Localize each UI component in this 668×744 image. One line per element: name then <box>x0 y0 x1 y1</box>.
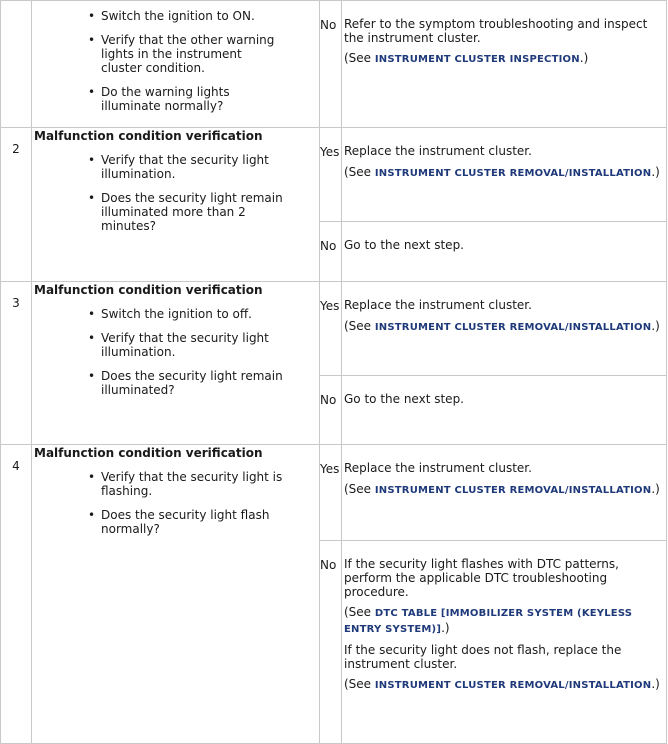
action-cell <box>342 445 667 541</box>
result-cell <box>320 282 342 376</box>
see-suffix: .) <box>651 677 660 691</box>
action-cell <box>342 541 667 744</box>
inspection-item: • Verify that the security light illumination. <box>101 331 286 359</box>
result-label: Yes <box>320 462 340 476</box>
verification-title: Malfunction condition verification <box>34 129 263 143</box>
inspection-cell <box>32 282 320 445</box>
result-label: No <box>320 18 337 32</box>
action-cell <box>342 222 667 282</box>
step-number-cell <box>1 282 32 445</box>
action-text: Refer to the symptom troubleshooting and inspect the instrument cluster. <box>344 17 648 45</box>
inspection-item: • Verify that the other warning lights in the instrument cluster condition. <box>101 33 286 75</box>
step-number-cell <box>1 1 32 128</box>
inspection-cell <box>32 445 320 744</box>
action-text: If the security light flashes with DTC patterns, perform the applicable DTC troubleshooting procedure. <box>344 557 619 599</box>
instrument-cluster-removal-link[interactable]: INSTRUMENT CLUSTER REMOVAL/INSTALLATION <box>374 680 652 691</box>
inspection-cell <box>32 1 320 128</box>
see-prefix: (See <box>344 165 375 179</box>
action-text: If the security light does not flash, replace the instrument cluster. <box>344 643 622 671</box>
see-suffix: .) <box>579 51 589 65</box>
inspection-list <box>34 307 317 397</box>
see-suffix: .) <box>651 319 660 333</box>
inspection-item: • Switch the ignition to ON. <box>101 9 286 23</box>
table-row-step-4 <box>1 445 667 541</box>
verification-title: Malfunction condition verification <box>34 446 263 460</box>
inspection-item: • Does the security light remain illuminated? <box>101 369 286 397</box>
result-label: No <box>320 239 337 253</box>
inspection-item: • Does the security light flash normally? <box>101 508 286 536</box>
inspection-item: • Does the security light remain illuminated more than 2 minutes? <box>101 191 286 233</box>
see-prefix: (See <box>344 319 375 333</box>
action-text: Go to the next step. <box>344 392 464 406</box>
see-suffix: .) <box>651 482 660 496</box>
action-text: Replace the instrument cluster. <box>344 461 532 475</box>
result-cell <box>320 376 342 445</box>
action-cell <box>342 128 667 222</box>
see-reference <box>344 605 664 637</box>
step-number: 2 <box>12 142 20 156</box>
see-suffix: .) <box>651 165 660 179</box>
action-cell <box>342 1 667 128</box>
see-reference <box>344 482 664 498</box>
see-prefix: (See <box>344 605 375 619</box>
see-prefix: (See <box>344 677 375 691</box>
inspection-item: • Verify that the security light is flashing. <box>101 470 286 498</box>
inspection-item: • Switch the ignition to off. <box>101 307 286 321</box>
see-reference <box>344 51 664 67</box>
verification-title: Malfunction condition verification <box>34 283 263 297</box>
result-cell <box>320 222 342 282</box>
result-label: Yes <box>320 145 340 159</box>
result-cell <box>320 445 342 541</box>
dtc-table-immobilizer-link[interactable]: DTC TABLE [IMMOBILIZER SYSTEM (KEYLESS ENTRY SYSTEM)] <box>344 608 633 635</box>
table-row-step-2 <box>1 128 667 222</box>
action-cell <box>342 282 667 376</box>
result-cell <box>320 541 342 744</box>
inspection-item: • Verify that the security light illumination. <box>101 153 286 181</box>
instrument-cluster-removal-link[interactable]: INSTRUMENT CLUSTER REMOVAL/INSTALLATION <box>374 168 652 179</box>
step-number-cell <box>1 445 32 744</box>
see-reference <box>344 319 664 335</box>
see-prefix: (See <box>344 51 375 65</box>
action-text: Replace the instrument cluster. <box>344 298 532 312</box>
result-cell <box>320 128 342 222</box>
see-suffix: .) <box>441 621 450 635</box>
step-number-cell <box>1 128 32 282</box>
instrument-cluster-removal-link[interactable]: INSTRUMENT CLUSTER REMOVAL/INSTALLATION <box>374 322 652 333</box>
action-text: Go to the next step. <box>344 238 464 252</box>
inspection-cell <box>32 128 320 282</box>
see-reference <box>344 677 664 693</box>
table-row-step-1 <box>1 1 667 128</box>
inspection-list <box>34 470 317 536</box>
table-row-step-3 <box>1 282 667 376</box>
inspection-list <box>34 9 317 113</box>
action-cell <box>342 376 667 445</box>
instrument-cluster-removal-link[interactable]: INSTRUMENT CLUSTER REMOVAL/INSTALLATION <box>374 485 652 496</box>
result-label: No <box>320 393 337 407</box>
result-label: No <box>320 558 337 572</box>
see-prefix: (See <box>344 482 375 496</box>
step-number: 3 <box>12 296 20 310</box>
inspection-item: • Do the warning lights illuminate normally? <box>101 85 286 113</box>
inspection-list <box>34 153 317 233</box>
instrument-cluster-inspection-link[interactable]: INSTRUMENT CLUSTER INSPECTION <box>374 54 580 65</box>
step-number: 4 <box>12 459 20 473</box>
result-label: Yes <box>320 299 340 313</box>
see-reference <box>344 165 664 181</box>
result-cell <box>320 1 342 128</box>
action-text: Replace the instrument cluster. <box>344 144 532 158</box>
